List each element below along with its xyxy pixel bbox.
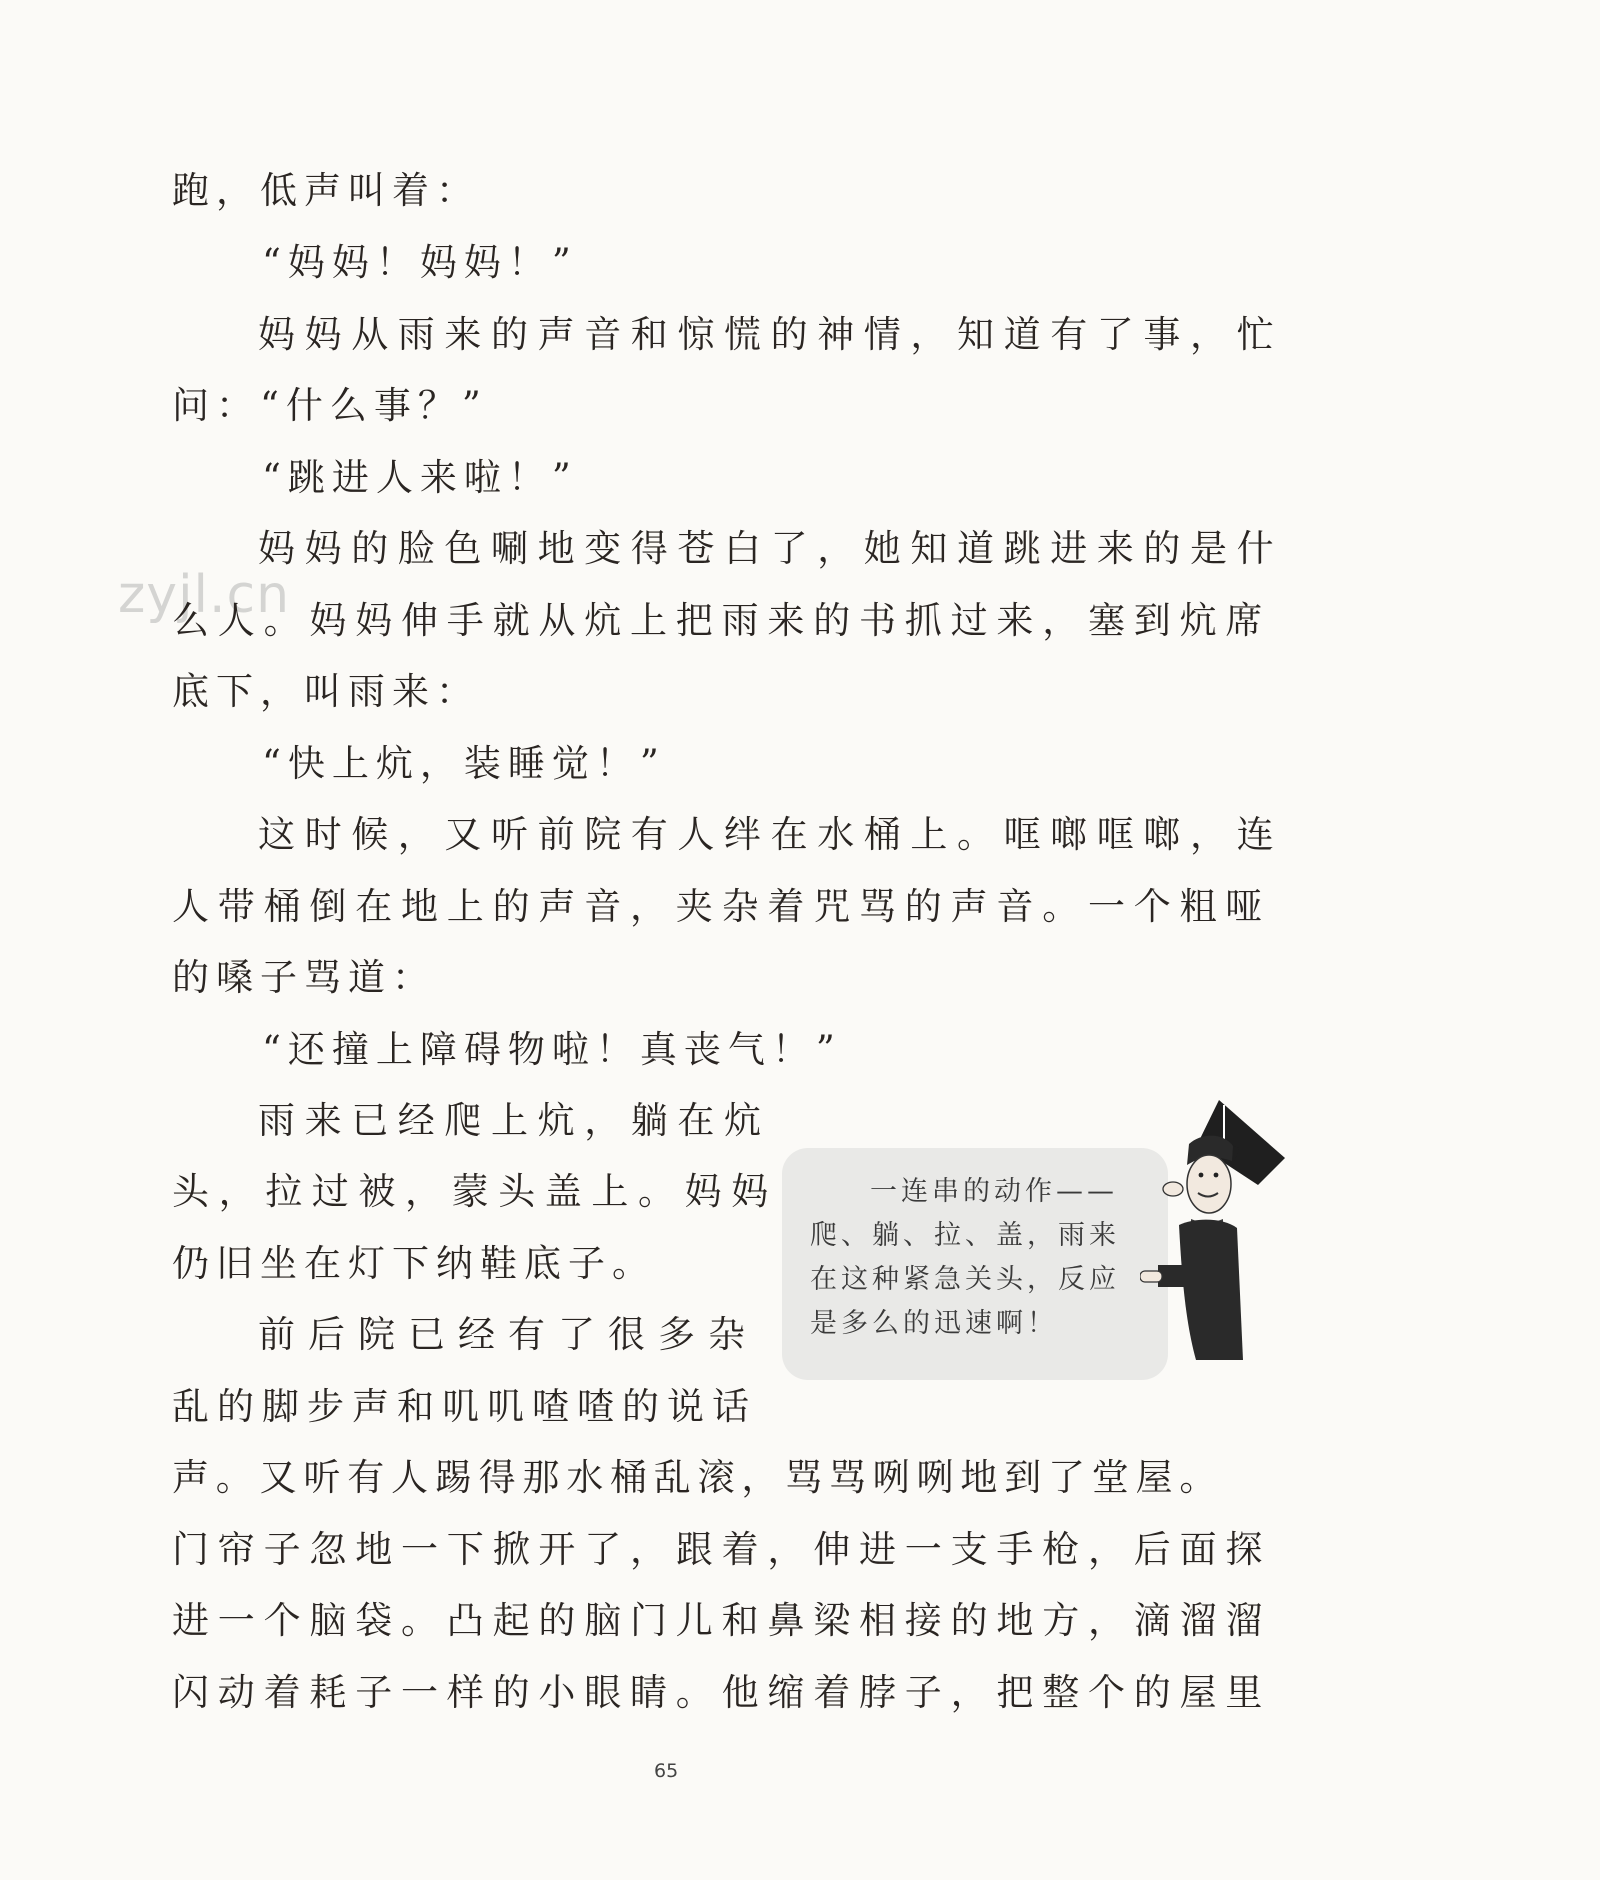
text-line: “快上炕，装睡觉！”	[262, 742, 666, 785]
annotation-line: 爬、躺、拉、盖，雨来	[810, 1220, 1120, 1251]
text-line: 么人。妈妈伸手就从炕上把雨来的书抓过来，塞到炕席	[172, 599, 1272, 642]
text-line: 门帘子忽地一下掀开了，跟着，伸进一支手枪，后面探	[172, 1528, 1272, 1571]
text-line: 跑，低声叫着：	[172, 169, 480, 212]
text-line: 声。又听有人踢得那水桶乱滚，骂骂咧咧地到了堂屋。	[172, 1456, 1224, 1499]
text-line: 底下，叫雨来：	[172, 670, 480, 713]
text-line: “妈妈！妈妈！”	[262, 241, 578, 284]
text-line: 进一个脑袋。凸起的脑门儿和鼻梁相接的地方，滴溜溜	[172, 1599, 1272, 1642]
text-line: “还撞上障碍物啦！真丧气！”	[262, 1028, 842, 1071]
text-line: 雨来已经爬上炕，躺在炕	[258, 1099, 771, 1142]
watermark: zyjl.cn	[118, 565, 291, 625]
text-line: 问：“什么事？”	[172, 384, 488, 427]
text-line: 乱的脚步声和叽叽喳喳的说话	[172, 1385, 757, 1428]
text-line: 前后院已经有了很多杂	[258, 1313, 758, 1356]
text-line: 妈妈的脸色唰地变得苍白了，她知道跳进来的是什	[258, 527, 1284, 570]
text-line: “跳进人来啦！”	[262, 456, 578, 499]
student-mortarboard-character-icon	[1140, 1100, 1285, 1360]
annotation-line: 是多么的迅速啊！	[810, 1308, 1058, 1339]
text-line: 仍旧坐在灯下纳鞋底子。	[172, 1242, 656, 1285]
text-line: 的嗓子骂道：	[172, 956, 436, 999]
text-line: 人带桶倒在地上的声音，夹杂着咒骂的声音。一个粗哑	[172, 885, 1272, 928]
text-line: 妈妈从雨来的声音和惊慌的神情，知道有了事，忙	[258, 313, 1284, 356]
text-line: 头，拉过被，蒙头盖上。妈妈	[172, 1170, 778, 1213]
annotation-line: 一连串的动作——	[870, 1176, 1118, 1207]
text-line: 这时候，又听前院有人绊在水桶上。哐啷哐啷，连	[258, 813, 1284, 856]
page-number: 65	[654, 1760, 679, 1782]
annotation-line: 在这种紧急关头，反应	[810, 1264, 1120, 1295]
text-line: 闪动着耗子一样的小眼睛。他缩着脖子，把整个的屋里	[172, 1671, 1272, 1714]
